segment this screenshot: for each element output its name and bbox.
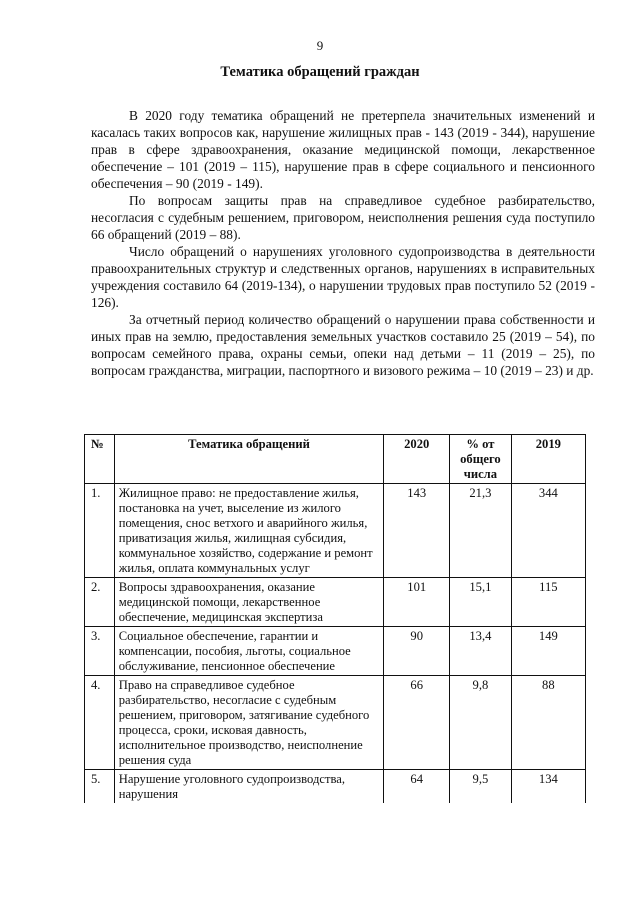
row-number: 2.	[85, 578, 115, 627]
row-2020: 143	[384, 484, 450, 578]
table-header-row	[85, 435, 586, 484]
row-2019: 88	[511, 676, 585, 770]
table-row	[85, 676, 586, 770]
header-topic: Тематика обращений	[114, 435, 384, 484]
topics-table	[84, 434, 586, 803]
row-number: 3.	[85, 627, 115, 676]
row-topic: Право на справедливое судебное разбирательство, несогласие с судебным решением, приговором, затягивание судебного процесса, сроки, исковая давность, исполнительное производство, неисполнение решения суда	[114, 676, 384, 770]
page-title: Тематика обращений граждан	[220, 64, 420, 80]
row-topic: Нарушение уголовного судопроизводства, нарушения	[114, 770, 384, 804]
page-number: 9	[316, 38, 324, 53]
row-topic: Социальное обеспечение, гарантии и компенсации, пособия, льготы, социальное обслуживание, пенсионное обеспечение	[114, 627, 384, 676]
row-number: 4.	[85, 676, 115, 770]
header-percent: % от общего числа	[450, 435, 512, 484]
row-2019: 344	[511, 484, 585, 578]
table-row	[85, 578, 586, 627]
row-number: 5.	[85, 770, 115, 804]
row-percent: 13,4	[450, 627, 512, 676]
row-percent: 15,1	[450, 578, 512, 627]
paragraph: В 2020 году тематика обращений не претерпела значительных изменений и касалась таких вопросов как, нарушение жилищных прав - 143 (2019 - 344), нарушение прав в сфере здравоохранения, оказание медицинской помощи, лекарственное обеспечение – 101 (2019 – 115), нарушение прав в сфере социального и пенсионного обеспечения – 90 (2019 - 149).	[91, 108, 595, 191]
row-percent: 9,5	[450, 770, 512, 804]
table-row	[85, 627, 586, 676]
row-2019: 149	[511, 627, 585, 676]
row-2019: 134	[511, 770, 585, 804]
row-2019: 115	[511, 578, 585, 627]
body-text	[91, 107, 595, 379]
table-row	[85, 770, 586, 804]
row-2020: 90	[384, 627, 450, 676]
row-topic: Вопросы здравоохранения, оказание медицинской помощи, лекарственное обеспечение, медицинская экспертиза	[114, 578, 384, 627]
paragraph: Число обращений о нарушениях уголовного судопроизводства в деятельности правоохранительных структур и следственных органов, нарушениях в исправительных учреждения составило 64 (2019-134), о нарушении трудовых прав поступило 52 (2019 - 126).	[91, 244, 595, 310]
header-2020: 2020	[384, 435, 450, 484]
row-2020: 101	[384, 578, 450, 627]
row-2020: 66	[384, 676, 450, 770]
header-num: №	[85, 435, 115, 484]
row-percent: 21,3	[450, 484, 512, 578]
row-percent: 9,8	[450, 676, 512, 770]
header-2019: 2019	[511, 435, 585, 484]
paragraph: По вопросам защиты прав на справедливое судебное разбирательство, несогласия с судебным решением, приговором, неисполнения решения суда поступило 66 обращений (2019 – 88).	[91, 193, 595, 242]
row-number: 1.	[85, 484, 115, 578]
row-topic: Жилищное право: не предоставление жилья, постановка на учет, выселение из жилого помещения, снос ветхого и аварийного жилья, приватизация жилья, жилищная субсидия, коммунальное хозяйство, содержание и ремонт жилья, оплата коммунальных услуг	[114, 484, 384, 578]
table-row	[85, 484, 586, 578]
paragraph: За отчетный период количество обращений о нарушении права собственности и иных прав на землю, предоставления земельных участков составило 25 (2019 – 54), по вопросам семейного права, охраны семьи, опеки над детьми – 11 (2019 – 25), по вопросам гражданства, миграции, паспортного и визового режима – 10 (2019 – 23) и др.	[91, 312, 595, 378]
row-2020: 64	[384, 770, 450, 804]
